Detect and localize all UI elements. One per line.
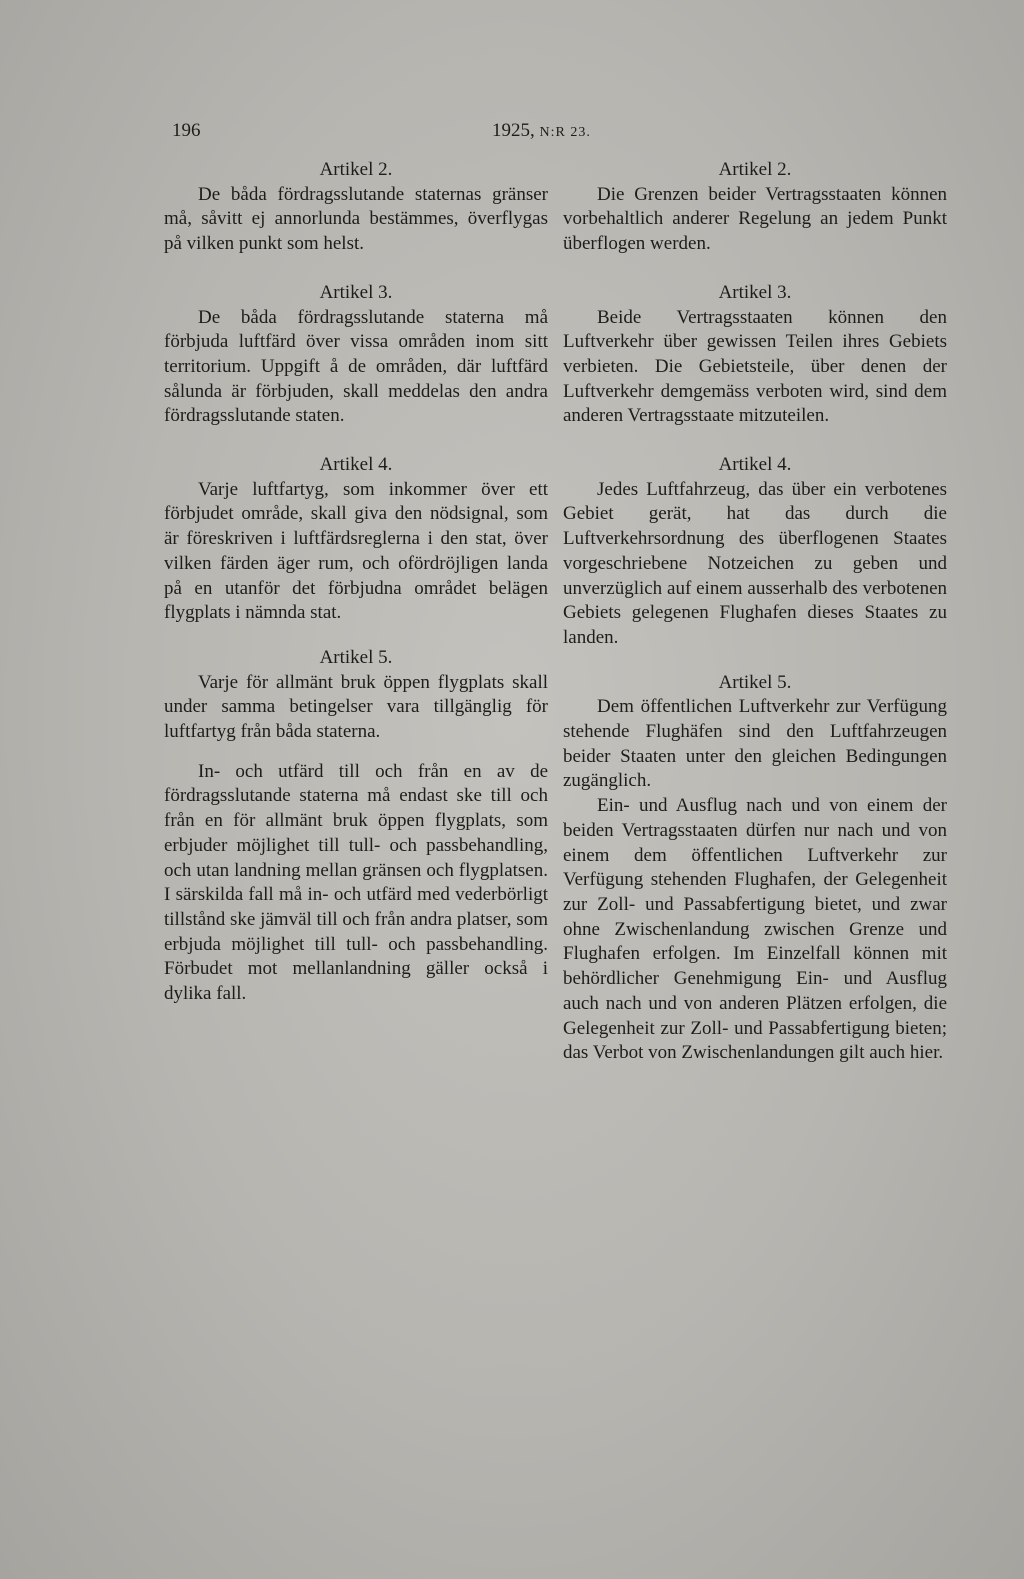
sv-article-3 bbox=[164, 281, 548, 429]
sv-art2-heading: Artikel 2. bbox=[319, 159, 393, 180]
de-art3-text: Beide Vertragsstaaten können den Luftverkehr über gewissen Teilen ihres Gebiets verbieten. Die Gebietsteile, über denen der Luftverkehr demgemäss verboten wird, sind dem anderen Vertragsstaate mitzuteilen. bbox=[563, 306, 947, 427]
page-number: 196 bbox=[172, 120, 201, 141]
header-year-issue bbox=[492, 120, 591, 142]
de-article-2 bbox=[563, 158, 947, 257]
sv-art4-heading: Artikel 4. bbox=[319, 454, 393, 476]
swedish-column bbox=[164, 158, 548, 1007]
de-art3-heading: Artikel 3. bbox=[718, 281, 792, 303]
sv-art3-text: De båda fördragsslutande staterna må förbjuda luftfärd över vissa områden inom sitt territorium. Uppgift å de områden, där luftfärd sålunda är förbjuden, skall meddelas den andra fördragsslutande staten. bbox=[164, 306, 548, 427]
sv-art4-text: Varje luftfartyg, som inkommer över ett förbjudet område, skall giva den nödsignal, som är föreskriven i luftfärdsreglerna i den stat, över vilken färden äger rum, och ofördröjligen landa på en utanför det förbjudna området belägen flygplats i nämnda stat. bbox=[164, 478, 548, 624]
sv-article-5 bbox=[164, 646, 548, 1007]
header-year: 1925, bbox=[492, 120, 535, 141]
sv-article-2 bbox=[164, 158, 548, 257]
de-art2-text: Die Grenzen beider Vertragsstaaten können vorbehaltlich anderer Regelung an jedem Punkt überflogen werden. bbox=[563, 183, 947, 255]
page-header bbox=[172, 120, 952, 150]
de-art4-heading: Artikel 4. bbox=[718, 454, 792, 476]
sv-art2-text: De båda fördragsslutande staternas gränser må, såvitt ej annorlunda bestämmes, överflygas på vilken punkt som helst. bbox=[164, 183, 548, 255]
de-art5-text-2: Ein- und Ausflug nach und von einem der beiden Vertragsstaaten dürfen nur nach und von einem dem öffentlichen Luftverkehr zur Verfügung stehenden Flughafen, der Gelegenheit zur Zoll- und Passabfertigung bietet, und zwar ohne Zwischenlandung zwischen Grenze und Flughafen erfolgen. Im Einzelfall können mit behördlicher Genehmigung Ein- und Ausflug auch nach und von anderen Plätzen erfolgen, die Gelegenheit zur Zoll- und Passabfertigung bieten; das Verbot von Zwischenlandungen gilt auch hier. bbox=[563, 795, 947, 1064]
de-art2-heading: Artikel 2. bbox=[718, 159, 792, 180]
de-article-3 bbox=[563, 281, 947, 429]
de-article-5 bbox=[563, 671, 947, 1066]
sv-art5-text-2: In- och utfärd till och från en av de fördragsslutande staterna må endast ske till och från en för allmänt bruk öppen flygplats, som erbjuder möjlighet till tull- och passbehandling, och utan landning mellan gränsen och flygplatsen. I särskilda fall må in- och utfärd med vederbörligt tillstånd ske jämväl till och från andra platser, som erbjuda möjlighet till tull- och passbehandling. Förbudet mot mellanlandning gäller också i dylika fall. bbox=[164, 760, 548, 1005]
de-art5-heading: Artikel 5. bbox=[718, 671, 792, 693]
de-art5-text-1: Dem öffentlichen Luftverkehr zur Verfügung stehende Flughäfen sind den Luftfahrzeugen beider Staaten unter den gleichen Bedingungen zugänglich. bbox=[563, 696, 947, 792]
german-column bbox=[563, 158, 947, 1066]
sv-art5-heading: Artikel 5. bbox=[319, 646, 393, 668]
sv-article-4 bbox=[164, 453, 548, 626]
de-art4-text: Jedes Luftfahrzeug, das über ein verbotenes Gebiet gerät, hat das durch die Luftverkehrsordnung des überflogenen Staates vorgeschriebene Notzeichen zu geben und unverzüglich auf einem ausserhalb des verbotenen Gebiets gelegenen Flughafen dieses Staates zu landen. bbox=[563, 478, 947, 648]
sv-art5-text-1: Varje för allmänt bruk öppen flygplats skall under samma betingelser vara tillgänglig för luftfartyg från båda staterna. bbox=[164, 671, 548, 743]
de-article-4 bbox=[563, 453, 947, 651]
sv-art3-heading: Artikel 3. bbox=[319, 281, 393, 303]
header-issue: N:R 23. bbox=[539, 125, 591, 140]
